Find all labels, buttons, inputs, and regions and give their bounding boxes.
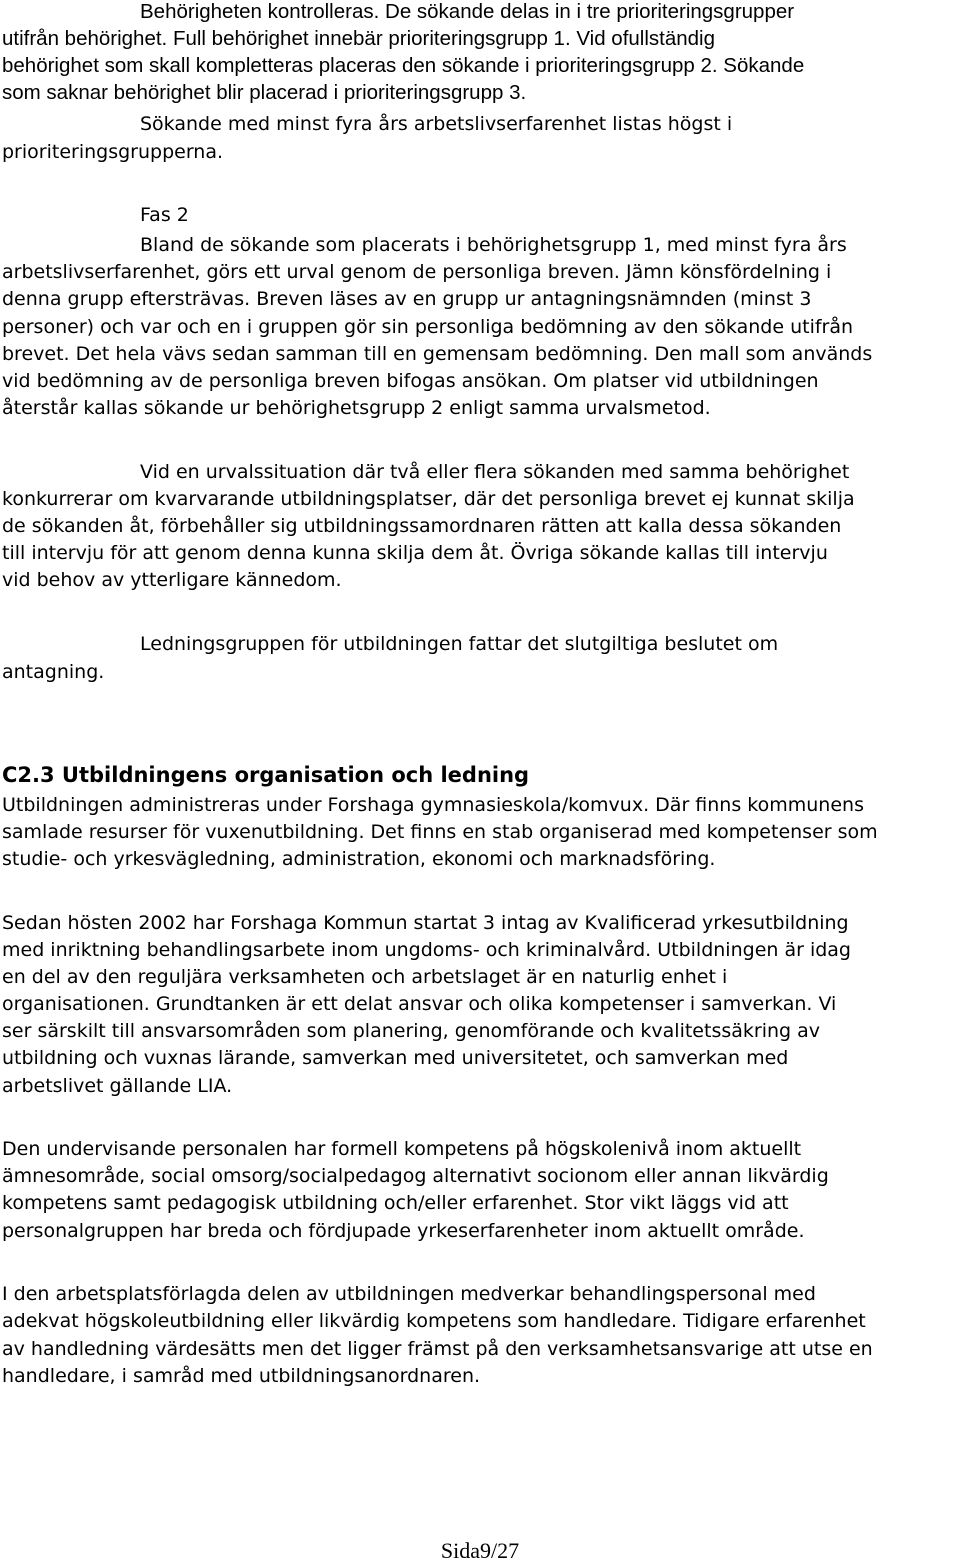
text-line: I den arbetsplatsförlagda delen av utbildningen medverkar behandlingspersonal med bbox=[2, 1283, 816, 1305]
text-line: ämnesområde, social omsorg/socialpedagog alternativt socionom eller annan likvärdig bbox=[2, 1165, 829, 1187]
text-line: konkurrerar om kvarvarande utbildningsplatser, där det personliga brevet ej kunnat skilja bbox=[2, 488, 855, 510]
text-line: Utbildningen administreras under Forshaga gymnasieskola/komvux. Där finns kommunens bbox=[2, 794, 864, 816]
text-line: utifrån behörighet. Full behörighet innebär prioriteringsgrupp 1. Vid ofullständig bbox=[2, 27, 716, 50]
text-line: denna grupp eftersträvas. Breven läses av en grupp ur antagningsnämnden (minst 3 bbox=[2, 288, 812, 310]
subheading-fas-2: Fas 2 bbox=[140, 204, 189, 226]
text-line: de sökanden åt, förbehåller sig utbildningssamordnaren rätten att kalla dessa sökanden bbox=[2, 515, 842, 537]
text-line: som saknar behörighet blir placerad i prioriteringsgrupp 3. bbox=[2, 81, 527, 104]
text-line: personalgruppen har breda och fördjupade yrkeserfarenheter inom aktuellt område. bbox=[2, 1220, 805, 1242]
text-line: utbildning och vuxnas lärande, samverkan med universitetet, och samverkan med bbox=[2, 1047, 789, 1069]
page-number: Sida9/27 bbox=[440, 1538, 520, 1563]
text-line: behörighet som skall kompletteras placeras den sökande i prioriteringsgrupp 2. Sökande bbox=[2, 54, 805, 77]
text-line: kompetens samt pedagogisk utbildning och/eller erfarenhet. Stor vikt läggs vid att bbox=[2, 1192, 789, 1214]
section-heading: C2.3 Utbildningens organisation och ledning bbox=[2, 763, 530, 787]
text-line: Sedan hösten 2002 har Forshaga Kommun startat 3 intag av Kvalificerad yrkesutbildning bbox=[2, 912, 849, 934]
text-line: brevet. Det hela vävs sedan samman till en gemensam bedömning. Den mall som används bbox=[2, 343, 873, 365]
text-line: vid behov av ytterligare kännedom. bbox=[2, 569, 342, 591]
text-line: arbetslivserfarenhet, görs ett urval genom de personliga breven. Jämn könsfördelning i bbox=[2, 261, 832, 283]
text-line: en del av den reguljära verksamheten och arbetslaget är en naturlig enhet i bbox=[2, 966, 728, 988]
text-line: Den undervisande personalen har formell kompetens på högskolenivå inom aktuellt bbox=[2, 1138, 802, 1160]
text-line: samlade resurser för vuxenutbildning. Det finns en stab organiserad med kompetenser som bbox=[2, 821, 878, 843]
text-line: antagning. bbox=[2, 661, 105, 683]
text-line: Behörigheten kontrolleras. De sökande delas in i tre prioriteringsgrupper bbox=[140, 0, 795, 23]
text-line: prioriteringsgrupperna. bbox=[2, 141, 224, 163]
text-line: ser särskilt till ansvarsområden som planering, genomförande och kvalitetssäkring av bbox=[2, 1020, 821, 1042]
text-line: Vid en urvalssituation där två eller flera sökanden med samma behörighet bbox=[140, 461, 850, 483]
text-line: handledare, i samråd med utbildningsanordnaren. bbox=[2, 1365, 481, 1387]
text-line: adekvat högskoleutbildning eller likvärdig kompetens som handledare. Tidigare erfarenhet bbox=[2, 1310, 866, 1332]
text-line: återstår kallas sökande ur behörighetsgrupp 2 enligt samma urvalsmetod. bbox=[2, 397, 711, 419]
text-line: Ledningsgruppen för utbildningen fattar det slutgiltiga beslutet om bbox=[140, 633, 779, 655]
text-line: arbetslivet gällande LIA. bbox=[2, 1075, 233, 1097]
text-line: studie- och yrkesvägledning, administration, ekonomi och marknadsföring. bbox=[2, 848, 716, 870]
text-line: Bland de sökande som placerats i behörighetsgrupp 1, med minst fyra års bbox=[140, 234, 847, 256]
text-line: av handledning värdesätts men det ligger främst på den verksamhetsansvarige att utse en bbox=[2, 1338, 873, 1360]
text-line: med inriktning behandlingsarbete inom ungdoms- och kriminalvård. Utbildningen är idag bbox=[2, 939, 851, 961]
text-line: organisationen. Grundtanken är ett delat ansvar och olika kompetenser i samverkan. Vi bbox=[2, 993, 837, 1015]
text-line: personer) och var och en i gruppen gör sin personliga bedömning av den sökande utifrån bbox=[2, 316, 854, 338]
text-line: Sökande med minst fyra års arbetslivserfarenhet listas högst i bbox=[140, 113, 733, 135]
text-line: vid bedömning av de personliga breven bifogas ansökan. Om platser vid utbildningen bbox=[2, 370, 819, 392]
text-line: till intervju för att genom denna kunna skilja dem åt. Övriga sökande kallas till intervju bbox=[2, 542, 828, 564]
